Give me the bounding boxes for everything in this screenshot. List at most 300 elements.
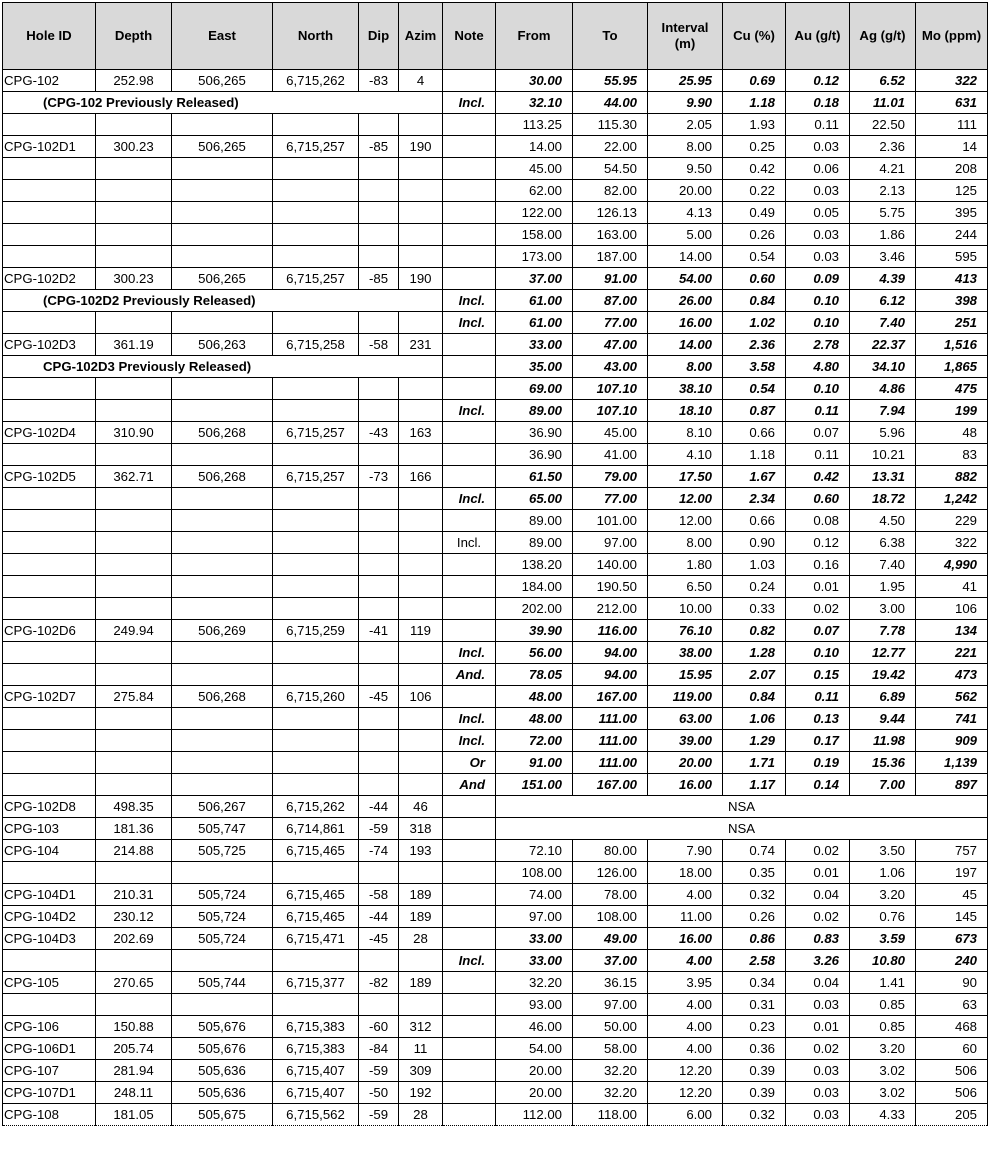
hole-id-cell xyxy=(3,224,96,246)
au-cell: 0.07 xyxy=(786,422,850,444)
table-row xyxy=(3,576,988,598)
north-cell xyxy=(273,510,359,532)
cu-cell: 2.58 xyxy=(723,950,786,972)
depth-cell xyxy=(96,400,172,422)
au-cell: 0.04 xyxy=(786,884,850,906)
interval-cell: 16.00 xyxy=(648,928,723,950)
azim-cell xyxy=(399,202,443,224)
nsa-cell: NSA xyxy=(496,796,988,818)
cu-cell: 0.34 xyxy=(723,972,786,994)
azim-cell: 28 xyxy=(399,1104,443,1126)
to-cell: 82.00 xyxy=(573,180,648,202)
mo-cell: 41 xyxy=(916,576,988,598)
note-cell xyxy=(443,818,496,840)
ag-cell: 11.01 xyxy=(850,92,916,114)
azim-cell xyxy=(399,664,443,686)
hole-id-cell: CPG-107D1 xyxy=(3,1082,96,1104)
header-from: From xyxy=(496,3,573,70)
to-cell: 167.00 xyxy=(573,774,648,796)
azim-cell xyxy=(399,642,443,664)
to-cell: 126.00 xyxy=(573,862,648,884)
mo-cell: 4,990 xyxy=(916,554,988,576)
mo-cell: 882 xyxy=(916,466,988,488)
note-cell: Incl. xyxy=(443,642,496,664)
east-cell: 505,676 xyxy=(172,1038,273,1060)
table-row xyxy=(3,114,988,136)
mo-cell: 631 xyxy=(916,92,988,114)
interval-cell: 26.00 xyxy=(648,290,723,312)
to-cell: 37.00 xyxy=(573,950,648,972)
north-cell: 6,715,257 xyxy=(273,268,359,290)
ag-cell: 4.50 xyxy=(850,510,916,532)
au-cell: 0.10 xyxy=(786,642,850,664)
mo-cell: 1,865 xyxy=(916,356,988,378)
interval-cell: 38.10 xyxy=(648,378,723,400)
interval-cell: 16.00 xyxy=(648,312,723,334)
dip-cell xyxy=(359,576,399,598)
north-cell xyxy=(273,224,359,246)
to-cell: 94.00 xyxy=(573,642,648,664)
from-cell: 35.00 xyxy=(496,356,573,378)
table-row xyxy=(3,444,988,466)
au-cell: 2.78 xyxy=(786,334,850,356)
note-cell: And xyxy=(443,774,496,796)
to-cell: 140.00 xyxy=(573,554,648,576)
mo-cell: 106 xyxy=(916,598,988,620)
from-cell: 20.00 xyxy=(496,1082,573,1104)
azim-cell xyxy=(399,576,443,598)
cu-cell: 0.39 xyxy=(723,1060,786,1082)
depth-cell xyxy=(96,158,172,180)
mo-cell: 475 xyxy=(916,378,988,400)
au-cell: 0.03 xyxy=(786,1104,850,1126)
table-row xyxy=(3,994,988,1016)
to-cell: 54.50 xyxy=(573,158,648,180)
depth-cell xyxy=(96,664,172,686)
ag-cell: 12.77 xyxy=(850,642,916,664)
au-cell: 4.80 xyxy=(786,356,850,378)
ag-cell: 2.13 xyxy=(850,180,916,202)
cu-cell: 1.93 xyxy=(723,114,786,136)
note-cell xyxy=(443,268,496,290)
cu-cell: 0.60 xyxy=(723,268,786,290)
note-cell xyxy=(443,972,496,994)
cu-cell: 2.34 xyxy=(723,488,786,510)
east-cell: 505,747 xyxy=(172,818,273,840)
north-cell xyxy=(273,598,359,620)
mo-cell: 673 xyxy=(916,928,988,950)
interval-cell: 20.00 xyxy=(648,180,723,202)
ag-cell: 7.94 xyxy=(850,400,916,422)
note-cell: Incl. xyxy=(443,532,496,554)
header-depth: Depth xyxy=(96,3,172,70)
mo-cell: 1,242 xyxy=(916,488,988,510)
from-cell: 89.00 xyxy=(496,510,573,532)
east-cell xyxy=(172,774,273,796)
hole-id-cell: CPG-102D4 xyxy=(3,422,96,444)
note-cell: Incl. xyxy=(443,92,496,114)
interval-cell: 1.80 xyxy=(648,554,723,576)
azim-cell xyxy=(399,752,443,774)
note-cell xyxy=(443,598,496,620)
depth-cell xyxy=(96,224,172,246)
cu-cell: 0.33 xyxy=(723,598,786,620)
header-interval: Interval (m) xyxy=(648,3,723,70)
east-cell: 506,268 xyxy=(172,466,273,488)
to-cell: 94.00 xyxy=(573,664,648,686)
depth-cell: 181.36 xyxy=(96,818,172,840)
table-row xyxy=(3,510,988,532)
au-cell: 0.15 xyxy=(786,664,850,686)
north-cell: 6,715,471 xyxy=(273,928,359,950)
north-cell xyxy=(273,444,359,466)
dip-cell xyxy=(359,950,399,972)
from-cell: 36.90 xyxy=(496,444,573,466)
au-cell: 0.09 xyxy=(786,268,850,290)
dip-cell xyxy=(359,158,399,180)
note-cell xyxy=(443,158,496,180)
interval-cell: 4.00 xyxy=(648,884,723,906)
cu-cell: 3.58 xyxy=(723,356,786,378)
cu-cell: 2.07 xyxy=(723,664,786,686)
table-row xyxy=(3,378,988,400)
table-row xyxy=(3,950,988,972)
depth-cell xyxy=(96,554,172,576)
dip-cell xyxy=(359,400,399,422)
to-cell: 108.00 xyxy=(573,906,648,928)
table-row xyxy=(3,708,988,730)
from-cell: 33.00 xyxy=(496,334,573,356)
mo-cell: 60 xyxy=(916,1038,988,1060)
interval-cell: 3.95 xyxy=(648,972,723,994)
east-cell xyxy=(172,378,273,400)
table-row xyxy=(3,422,988,444)
from-cell: 93.00 xyxy=(496,994,573,1016)
from-cell: 61.00 xyxy=(496,290,573,312)
north-cell: 6,715,465 xyxy=(273,906,359,928)
depth-cell xyxy=(96,642,172,664)
cu-cell: 0.32 xyxy=(723,884,786,906)
to-cell: 32.20 xyxy=(573,1060,648,1082)
north-cell xyxy=(273,246,359,268)
ag-cell: 3.02 xyxy=(850,1060,916,1082)
hole-id-cell: CPG-107 xyxy=(3,1060,96,1082)
table-row xyxy=(3,1082,988,1104)
ag-cell: 1.95 xyxy=(850,576,916,598)
ag-cell: 15.36 xyxy=(850,752,916,774)
cu-cell: 0.84 xyxy=(723,686,786,708)
header-mo: Mo (ppm) xyxy=(916,3,988,70)
interval-cell: 76.10 xyxy=(648,620,723,642)
depth-cell xyxy=(96,708,172,730)
to-cell: 36.15 xyxy=(573,972,648,994)
from-cell: 112.00 xyxy=(496,1104,573,1126)
cu-cell: 0.23 xyxy=(723,1016,786,1038)
from-cell: 61.50 xyxy=(496,466,573,488)
from-cell: 113.25 xyxy=(496,114,573,136)
north-cell: 6,715,407 xyxy=(273,1060,359,1082)
east-cell xyxy=(172,708,273,730)
depth-cell xyxy=(96,180,172,202)
from-cell: 54.00 xyxy=(496,1038,573,1060)
au-cell: 0.03 xyxy=(786,1060,850,1082)
note-cell xyxy=(443,994,496,1016)
au-cell: 0.08 xyxy=(786,510,850,532)
interval-cell: 4.00 xyxy=(648,994,723,1016)
azim-cell xyxy=(399,114,443,136)
hole-id-cell xyxy=(3,202,96,224)
north-cell xyxy=(273,554,359,576)
azim-cell: 4 xyxy=(399,70,443,92)
east-cell xyxy=(172,510,273,532)
azim-cell xyxy=(399,862,443,884)
cu-cell: 0.35 xyxy=(723,862,786,884)
azim-cell xyxy=(399,180,443,202)
to-cell: 97.00 xyxy=(573,994,648,1016)
table-row xyxy=(3,1060,988,1082)
hole-id-cell xyxy=(3,774,96,796)
depth-cell: 300.23 xyxy=(96,136,172,158)
depth-cell xyxy=(96,378,172,400)
cu-cell: 0.86 xyxy=(723,928,786,950)
to-cell: 101.00 xyxy=(573,510,648,532)
au-cell: 0.02 xyxy=(786,1038,850,1060)
note-cell xyxy=(443,70,496,92)
azim-cell: 312 xyxy=(399,1016,443,1038)
mo-cell: 398 xyxy=(916,290,988,312)
mo-cell: 1,139 xyxy=(916,752,988,774)
hole-id-cell: CPG-106D1 xyxy=(3,1038,96,1060)
note-cell xyxy=(443,884,496,906)
mo-cell: 562 xyxy=(916,686,988,708)
hole-id-cell xyxy=(3,488,96,510)
to-cell: 187.00 xyxy=(573,246,648,268)
azim-cell xyxy=(399,400,443,422)
azim-cell: 309 xyxy=(399,1060,443,1082)
mo-cell: 322 xyxy=(916,532,988,554)
dip-cell: -43 xyxy=(359,422,399,444)
cu-cell: 0.82 xyxy=(723,620,786,642)
header-row xyxy=(3,3,988,70)
interval-cell: 4.13 xyxy=(648,202,723,224)
azim-cell xyxy=(399,554,443,576)
to-cell: 91.00 xyxy=(573,268,648,290)
azim-cell: 190 xyxy=(399,136,443,158)
mo-cell: 111 xyxy=(916,114,988,136)
interval-cell: 2.05 xyxy=(648,114,723,136)
hole-id-cell xyxy=(3,752,96,774)
header-east: East xyxy=(172,3,273,70)
interval-cell: 12.00 xyxy=(648,510,723,532)
to-cell: 163.00 xyxy=(573,224,648,246)
cu-cell: 1.06 xyxy=(723,708,786,730)
hole-id-cell xyxy=(3,664,96,686)
dip-cell: -58 xyxy=(359,884,399,906)
ag-cell: 3.00 xyxy=(850,598,916,620)
table-row xyxy=(3,224,988,246)
from-cell: 151.00 xyxy=(496,774,573,796)
to-cell: 79.00 xyxy=(573,466,648,488)
from-cell: 14.00 xyxy=(496,136,573,158)
note-cell xyxy=(443,422,496,444)
hole-id-cell: CPG-102D6 xyxy=(3,620,96,642)
north-cell: 6,715,260 xyxy=(273,686,359,708)
cu-cell: 0.54 xyxy=(723,378,786,400)
au-cell: 0.14 xyxy=(786,774,850,796)
note-cell: Or xyxy=(443,752,496,774)
azim-cell xyxy=(399,994,443,1016)
cu-cell: 0.87 xyxy=(723,400,786,422)
au-cell: 0.01 xyxy=(786,576,850,598)
au-cell: 0.03 xyxy=(786,136,850,158)
au-cell: 0.02 xyxy=(786,598,850,620)
hole-id-cell: CPG-106 xyxy=(3,1016,96,1038)
to-cell: 190.50 xyxy=(573,576,648,598)
east-cell xyxy=(172,246,273,268)
ag-cell: 22.50 xyxy=(850,114,916,136)
table-row xyxy=(3,400,988,422)
hole-id-cell xyxy=(3,950,96,972)
from-cell: 61.00 xyxy=(496,312,573,334)
north-cell: 6,715,465 xyxy=(273,884,359,906)
east-cell: 506,263 xyxy=(172,334,273,356)
interval-cell: 4.00 xyxy=(648,1016,723,1038)
hole-id-cell xyxy=(3,532,96,554)
east-cell xyxy=(172,532,273,554)
east-cell: 505,724 xyxy=(172,928,273,950)
cu-cell: 0.49 xyxy=(723,202,786,224)
depth-cell: 281.94 xyxy=(96,1060,172,1082)
au-cell: 0.05 xyxy=(786,202,850,224)
ag-cell: 3.46 xyxy=(850,246,916,268)
depth-cell xyxy=(96,510,172,532)
to-cell: 44.00 xyxy=(573,92,648,114)
cu-cell: 0.74 xyxy=(723,840,786,862)
north-cell: 6,715,407 xyxy=(273,1082,359,1104)
mo-cell: 134 xyxy=(916,620,988,642)
ag-cell: 4.39 xyxy=(850,268,916,290)
hole-id-cell xyxy=(3,158,96,180)
cu-cell: 0.32 xyxy=(723,1104,786,1126)
au-cell: 0.07 xyxy=(786,620,850,642)
mo-cell: 63 xyxy=(916,994,988,1016)
ag-cell: 1.06 xyxy=(850,862,916,884)
note-cell xyxy=(443,862,496,884)
mo-cell: 240 xyxy=(916,950,988,972)
from-cell: 91.00 xyxy=(496,752,573,774)
hole-id-cell: CPG-102D5 xyxy=(3,466,96,488)
cu-cell: 0.22 xyxy=(723,180,786,202)
north-cell: 6,715,262 xyxy=(273,796,359,818)
ag-cell: 5.75 xyxy=(850,202,916,224)
note-cell xyxy=(443,334,496,356)
mo-cell: 90 xyxy=(916,972,988,994)
header-ag: Ag (g/t) xyxy=(850,3,916,70)
azim-cell: 166 xyxy=(399,466,443,488)
dip-cell: -45 xyxy=(359,928,399,950)
dip-cell xyxy=(359,752,399,774)
depth-cell: 362.71 xyxy=(96,466,172,488)
au-cell: 0.13 xyxy=(786,708,850,730)
hole-id-cell: CPG-102D3 xyxy=(3,334,96,356)
table-row xyxy=(3,796,988,818)
from-cell: 48.00 xyxy=(496,708,573,730)
mo-cell: 741 xyxy=(916,708,988,730)
depth-cell xyxy=(96,444,172,466)
azim-cell xyxy=(399,950,443,972)
cu-cell: 1.71 xyxy=(723,752,786,774)
hole-id-cell xyxy=(3,554,96,576)
ag-cell: 4.33 xyxy=(850,1104,916,1126)
depth-cell xyxy=(96,532,172,554)
north-cell xyxy=(273,994,359,1016)
note-cell xyxy=(443,1016,496,1038)
depth-cell: 181.05 xyxy=(96,1104,172,1126)
azim-cell xyxy=(399,224,443,246)
interval-cell: 8.00 xyxy=(648,356,723,378)
depth-cell: 150.88 xyxy=(96,1016,172,1038)
east-cell xyxy=(172,114,273,136)
interval-cell: 12.20 xyxy=(648,1060,723,1082)
interval-cell: 39.00 xyxy=(648,730,723,752)
note-cell xyxy=(443,796,496,818)
north-cell: 6,715,259 xyxy=(273,620,359,642)
ag-cell: 22.37 xyxy=(850,334,916,356)
from-cell: 48.00 xyxy=(496,686,573,708)
cu-cell: 0.39 xyxy=(723,1082,786,1104)
table-row xyxy=(3,598,988,620)
ag-cell: 1.86 xyxy=(850,224,916,246)
east-cell: 506,269 xyxy=(172,620,273,642)
header-cu: Cu (%) xyxy=(723,3,786,70)
to-cell: 49.00 xyxy=(573,928,648,950)
note-cell: Incl. xyxy=(443,708,496,730)
ag-cell: 0.85 xyxy=(850,994,916,1016)
ag-cell: 7.00 xyxy=(850,774,916,796)
cu-cell: 1.17 xyxy=(723,774,786,796)
hole-id-cell xyxy=(3,708,96,730)
depth-cell xyxy=(96,598,172,620)
cu-cell: 0.36 xyxy=(723,1038,786,1060)
table-row xyxy=(3,774,988,796)
interval-cell: 54.00 xyxy=(648,268,723,290)
ag-cell: 1.41 xyxy=(850,972,916,994)
from-cell: 32.10 xyxy=(496,92,573,114)
north-cell xyxy=(273,378,359,400)
table-body xyxy=(3,70,988,1126)
east-cell xyxy=(172,994,273,1016)
table-row xyxy=(3,642,988,664)
hole-id-cell xyxy=(3,378,96,400)
to-cell: 87.00 xyxy=(573,290,648,312)
note-cell xyxy=(443,928,496,950)
table-row xyxy=(3,664,988,686)
north-cell xyxy=(273,708,359,730)
azim-cell xyxy=(399,246,443,268)
azim-cell: 189 xyxy=(399,906,443,928)
to-cell: 111.00 xyxy=(573,752,648,774)
dip-cell: -45 xyxy=(359,686,399,708)
dip-cell xyxy=(359,224,399,246)
table-row xyxy=(3,862,988,884)
to-cell: 55.95 xyxy=(573,70,648,92)
depth-cell xyxy=(96,950,172,972)
interval-cell: 5.00 xyxy=(648,224,723,246)
north-cell: 6,715,377 xyxy=(273,972,359,994)
note-cell xyxy=(443,686,496,708)
table-row xyxy=(3,752,988,774)
east-cell xyxy=(172,488,273,510)
